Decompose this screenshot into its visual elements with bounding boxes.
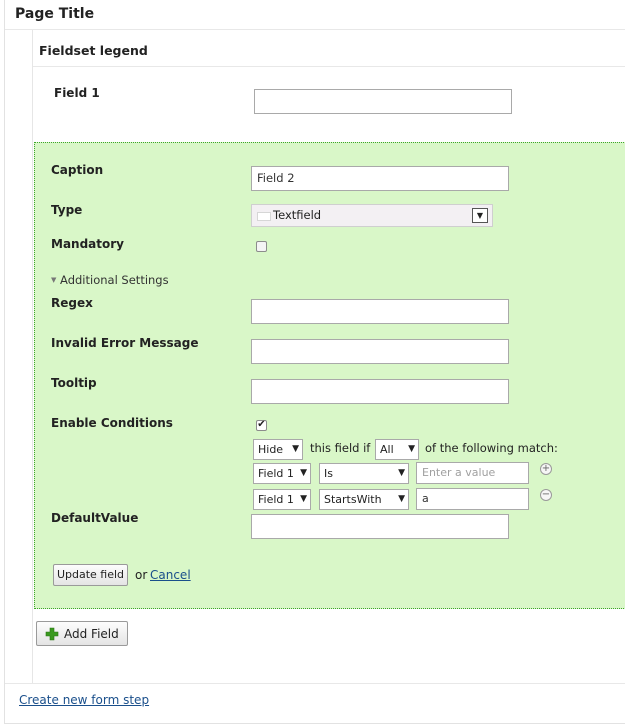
- condition-action-value: Hide: [258, 443, 284, 456]
- tooltip-label: Tooltip: [51, 376, 97, 390]
- caption-input[interactable]: Field 2: [251, 166, 509, 191]
- condition-text-1: this field if: [310, 441, 371, 455]
- condition-action-select[interactable]: [253, 439, 303, 460]
- condition-operator-select[interactable]: [319, 463, 409, 484]
- add-field-label: Add Field: [64, 627, 119, 641]
- additional-settings-label: Additional Settings: [60, 273, 169, 287]
- mandatory-checkbox[interactable]: [256, 241, 267, 252]
- condition-field-value: Field 1: [258, 467, 294, 480]
- textfield-icon: [257, 212, 271, 221]
- tooltip-input[interactable]: [251, 379, 509, 404]
- field1-label: Field 1: [54, 86, 100, 100]
- default-value-input[interactable]: [251, 514, 509, 539]
- condition-field-select[interactable]: [253, 463, 311, 484]
- default-value-label: DefaultValue: [51, 511, 139, 525]
- additional-settings-toggle[interactable]: [51, 273, 169, 287]
- chevron-down-icon[interactable]: ▼: [472, 208, 488, 223]
- chevron-down-icon: ▼: [300, 494, 307, 504]
- condition-field-select[interactable]: [253, 489, 311, 510]
- condition-quantifier-select[interactable]: [375, 439, 419, 460]
- condition-value-input[interactable]: Enter a value: [416, 462, 529, 484]
- condition-quantifier-value: All: [380, 443, 394, 456]
- caption-label: Caption: [51, 163, 104, 177]
- condition-value-input[interactable]: a: [416, 488, 529, 510]
- type-select-value: Textfield: [273, 208, 322, 222]
- fieldset-legend: Fieldset legend: [39, 43, 148, 58]
- chevron-down-icon: ▼: [300, 468, 307, 478]
- regex-label: Regex: [51, 296, 93, 310]
- enable-conditions-checkbox[interactable]: ✔: [257, 419, 266, 430]
- invalid-error-input[interactable]: [251, 339, 509, 364]
- plus-icon: [45, 627, 59, 641]
- type-label: Type: [51, 203, 83, 217]
- condition-operator-select[interactable]: [319, 489, 409, 510]
- chevron-down-icon: ▼: [398, 494, 405, 504]
- condition-operator-value: Is: [324, 467, 333, 480]
- chevron-down-icon: ▼: [408, 444, 415, 454]
- condition-operator-value: StartsWith: [324, 493, 382, 506]
- mandatory-label: Mandatory: [51, 237, 124, 251]
- or-text: or: [135, 568, 148, 582]
- triangle-down-icon: ▼: [51, 276, 57, 284]
- page-title: Page Title: [15, 6, 95, 22]
- add-field-button[interactable]: [36, 621, 128, 646]
- update-field-button[interactable]: Update field: [53, 564, 128, 586]
- legend-divider: [33, 66, 625, 67]
- condition-field-value: Field 1: [258, 493, 294, 506]
- field1-input[interactable]: [254, 89, 512, 114]
- invalid-error-label: Invalid Error Message: [51, 336, 199, 350]
- footer-divider: [5, 683, 625, 684]
- chevron-down-icon: ▼: [398, 468, 405, 478]
- remove-condition-icon[interactable]: −: [541, 489, 551, 500]
- condition-text-2: of the following match:: [425, 441, 558, 455]
- type-select[interactable]: [251, 204, 493, 227]
- enable-conditions-label: Enable Conditions: [51, 416, 173, 430]
- create-form-step-link[interactable]: Create new form step: [19, 693, 150, 707]
- cancel-link[interactable]: Cancel: [150, 568, 191, 582]
- chevron-down-icon: ▼: [292, 444, 299, 454]
- add-condition-icon[interactable]: +: [541, 463, 551, 474]
- regex-input[interactable]: [251, 299, 509, 324]
